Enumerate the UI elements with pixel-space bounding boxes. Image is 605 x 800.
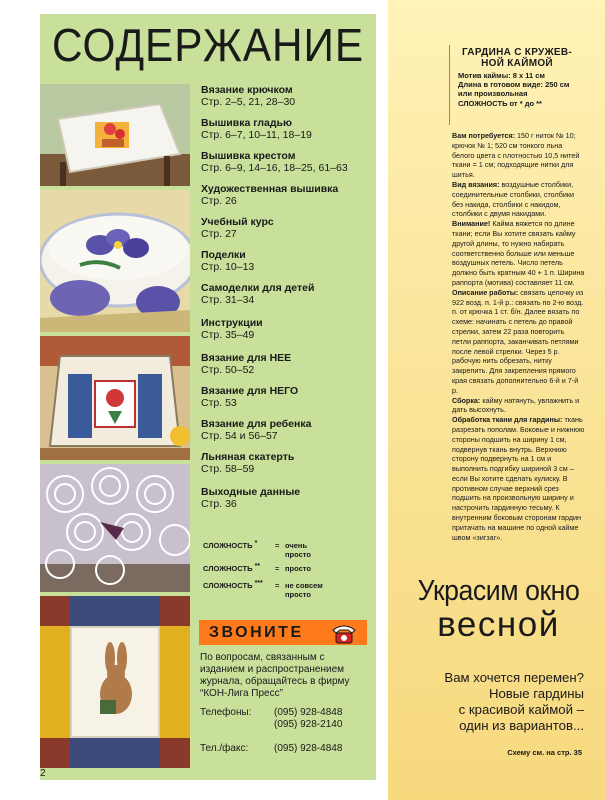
phone-list bbox=[200, 707, 370, 755]
card-border bbox=[449, 45, 450, 125]
toc-item-label: Инструкции bbox=[201, 317, 263, 329]
fabric-text: ткань разрезать пополам. Боковые и нижнюю стороны подшить на ширину 1 см, подвернув ткань внутрь. Верхнюю сторону подвернуть на 1 см и выполнить подгибку шириной 3 см – если Вы хотите сделать кулиску. В противном случае верхний срез подшить на произвольную ширину и настрочить гардинную тесьму. К внутренним боковым сторонам гардин притачать на машине по одной кайме швом «зигзаг». bbox=[452, 415, 585, 542]
toc-item-label: Самоделки для детей bbox=[201, 282, 315, 294]
legend-equals: = bbox=[275, 564, 280, 573]
toc-item-pages: Стр. 36 bbox=[201, 498, 237, 510]
card-meta bbox=[458, 71, 580, 108]
phone-number[interactable]: (095) 928-2140 bbox=[274, 719, 343, 730]
legend-value: очень просто bbox=[285, 541, 311, 559]
toc-item[interactable] bbox=[201, 451, 376, 475]
legend-equals: = bbox=[275, 581, 280, 590]
toc-item[interactable] bbox=[201, 486, 376, 510]
assembly-text: кайму натянуть, увлажнить и дать высохнуть. bbox=[452, 395, 580, 415]
fax-number[interactable]: (095) 928-4848 bbox=[274, 743, 343, 754]
toc-item-pages: Стр. 2–5, 21, 28–30 bbox=[201, 96, 296, 108]
legend-label: СЛОЖНОСТЬ bbox=[203, 581, 253, 590]
toc-item[interactable] bbox=[201, 418, 376, 442]
toc-item-pages: Стр. 50–52 bbox=[201, 364, 255, 376]
toc-item-label: Вязание крючком bbox=[201, 84, 293, 96]
legend-stars: ** bbox=[254, 563, 261, 570]
assembly-label: Сборка: bbox=[452, 395, 481, 405]
attention-text: Кайма вяжется по длине ткани; если Вы хотите связать кайму другой длины, то нужно набирать соответственно больше или меньше воздушных петель. Число петель должно быть кратным 40 + 1 п. Ширина раппорта (мотива) составляет 11 см. bbox=[452, 219, 585, 287]
toc-item[interactable] bbox=[201, 352, 376, 376]
telephone-icon bbox=[330, 621, 358, 645]
toc-item-label: Художественная вышивка bbox=[201, 183, 339, 195]
card-title: ГАРДИНА С КРУЖЕВ-НОЙ КАЙМОЙ bbox=[461, 47, 573, 69]
toc-item-label: Учебный курс bbox=[201, 216, 274, 228]
toc-item-pages: Стр. 31–34 bbox=[201, 294, 255, 306]
attention-label: Внимание! bbox=[452, 219, 491, 229]
phone-number[interactable]: (095) 928-4848 bbox=[274, 707, 343, 718]
instruction-paragraph bbox=[452, 131, 585, 180]
contact-intro: По вопросам, связанным с изданием и распространением журнала, обращайтесь в фирму “КОН-Лига Пресс” bbox=[200, 652, 350, 699]
fax-label: Тел./факс: bbox=[200, 743, 249, 754]
instruction-paragraph bbox=[452, 288, 585, 396]
page-title: СОДЕРЖАНИЕ bbox=[52, 19, 364, 71]
legend-row bbox=[203, 540, 311, 559]
finished-length: Длина в готовом виде: 250 см или произвольная bbox=[458, 80, 570, 99]
toc-item-label: Вязание для НЕГО bbox=[201, 385, 299, 397]
toc-item[interactable] bbox=[201, 249, 376, 273]
photo-painted-box bbox=[40, 190, 190, 332]
toc-item-label: Вязание для ребенка bbox=[201, 418, 312, 430]
legend-row bbox=[203, 563, 311, 573]
instruction-paragraph bbox=[452, 180, 585, 219]
instruction-paragraph bbox=[452, 396, 585, 416]
toc-item-label: Вязание для НЕЕ bbox=[201, 352, 292, 364]
photo-lace-tablecloth bbox=[40, 464, 190, 592]
toc-item[interactable] bbox=[201, 385, 376, 409]
toc-item-pages: Стр. 26 bbox=[201, 195, 237, 207]
toc-item-pages: Стр. 6–7, 10–11, 18–19 bbox=[201, 129, 312, 141]
work-text: связать цепочку из 922 возд. п. 1-й р.: связать по 2-ю возд. п. от крючка 1 ст. б/н. Далее вязать по схеме: начинать с петель до правой стрелки, затем 22 раза повторить петли раппорта, заканчивать петлями после левой стрелки. Через 5 р. рабочую нить обрезать, нитку закрепить. Для закрепления прямого края связать дополнительно 6-й и 7-й р. bbox=[452, 287, 584, 395]
legend-value: просто bbox=[285, 564, 311, 573]
photo-embroidered-bag bbox=[40, 336, 190, 460]
phone-row bbox=[200, 707, 370, 719]
instructions bbox=[452, 131, 585, 542]
toc-item-label: Выходные данные bbox=[201, 486, 301, 498]
legend-label: СЛОЖНОСТЬ bbox=[203, 564, 253, 573]
legend-value: не совсем просто bbox=[285, 581, 323, 599]
toc-item-label: Льняная скатерть bbox=[201, 451, 295, 463]
type-label: Вид вязания: bbox=[452, 179, 500, 189]
teaser-line: с красивой каймой – bbox=[458, 702, 584, 717]
fabric-label: Обработка ткани для гардины: bbox=[452, 415, 563, 425]
teaser-line: Вам хочется перемен? bbox=[444, 670, 584, 685]
toc-item-pages: Стр. 35–49 bbox=[201, 329, 255, 341]
phone-row bbox=[200, 719, 370, 731]
instruction-paragraph bbox=[452, 219, 585, 288]
toc-item-pages: Стр. 10–13 bbox=[201, 261, 255, 273]
call-banner bbox=[199, 620, 367, 645]
headline-line1: Украсим окно bbox=[417, 575, 580, 607]
toc-item-pages: Стр. 27 bbox=[201, 228, 237, 240]
toc-item-pages: Стр. 53 bbox=[201, 397, 237, 409]
teaser-line: один из вариантов... bbox=[459, 718, 584, 733]
toc-item[interactable] bbox=[201, 317, 376, 341]
toc-item[interactable] bbox=[201, 282, 376, 306]
contact-info bbox=[200, 652, 370, 755]
needs-label: Вам потребуется: bbox=[452, 131, 516, 140]
teaser-line: Новые гардины bbox=[488, 686, 584, 701]
type-text: воздушные столбики, соединительные столбики, столбики без накида, столбики с накидом, столбики с двумя накидами. bbox=[452, 179, 574, 219]
toc-item-label: Поделки bbox=[201, 249, 246, 261]
phones-label: Телефоны: bbox=[200, 707, 252, 718]
toc-item-pages: Стр. 54 и 56–57 bbox=[201, 430, 278, 442]
legend-label: СЛОЖНОСТЬ bbox=[203, 541, 253, 550]
scheme-reference[interactable]: Схему см. на стр. 35 bbox=[507, 748, 582, 757]
toc-item[interactable] bbox=[201, 150, 376, 174]
photo-patchwork-pillow bbox=[40, 596, 190, 768]
legend-stars: * bbox=[254, 540, 258, 547]
headline-line2: весной bbox=[437, 605, 560, 644]
needs-text: 150 г ниток № 10; крючок № 1; 520 см тонкого льна белого цвета с плотностью 10,5 нитей ткани = 1 см; подходящие нитки для шитья. bbox=[452, 131, 580, 180]
toc-item[interactable] bbox=[201, 117, 376, 141]
toc-item-label: Вышивка гладью bbox=[201, 117, 292, 129]
work-label: Описание работы: bbox=[452, 287, 519, 297]
article-teaser bbox=[396, 670, 584, 734]
toc-item-pages: Стр. 58–59 bbox=[201, 463, 255, 475]
page-number: 2 bbox=[40, 768, 46, 779]
toc-item[interactable] bbox=[201, 183, 376, 207]
toc-item-label: Вышивка крестом bbox=[201, 150, 296, 162]
toc-item[interactable] bbox=[201, 216, 376, 240]
legend-equals: = bbox=[275, 541, 280, 550]
difficulty: СЛОЖНОСТЬ от * до ** bbox=[458, 98, 542, 108]
legend-row bbox=[203, 580, 323, 599]
article-headline bbox=[396, 576, 601, 644]
instruction-paragraph bbox=[452, 415, 585, 542]
fax-row bbox=[200, 743, 370, 755]
legend-stars: *** bbox=[254, 580, 263, 587]
toc-item[interactable] bbox=[201, 84, 376, 108]
call-heading: ЗВОНИТЕ bbox=[209, 624, 304, 641]
photo-cushion bbox=[40, 84, 190, 186]
motif-size: Мотив каймы: 8 х 11 см bbox=[458, 71, 545, 80]
toc-item-pages: Стр. 6–9, 14–16, 18–25, 61–63 bbox=[201, 162, 348, 174]
